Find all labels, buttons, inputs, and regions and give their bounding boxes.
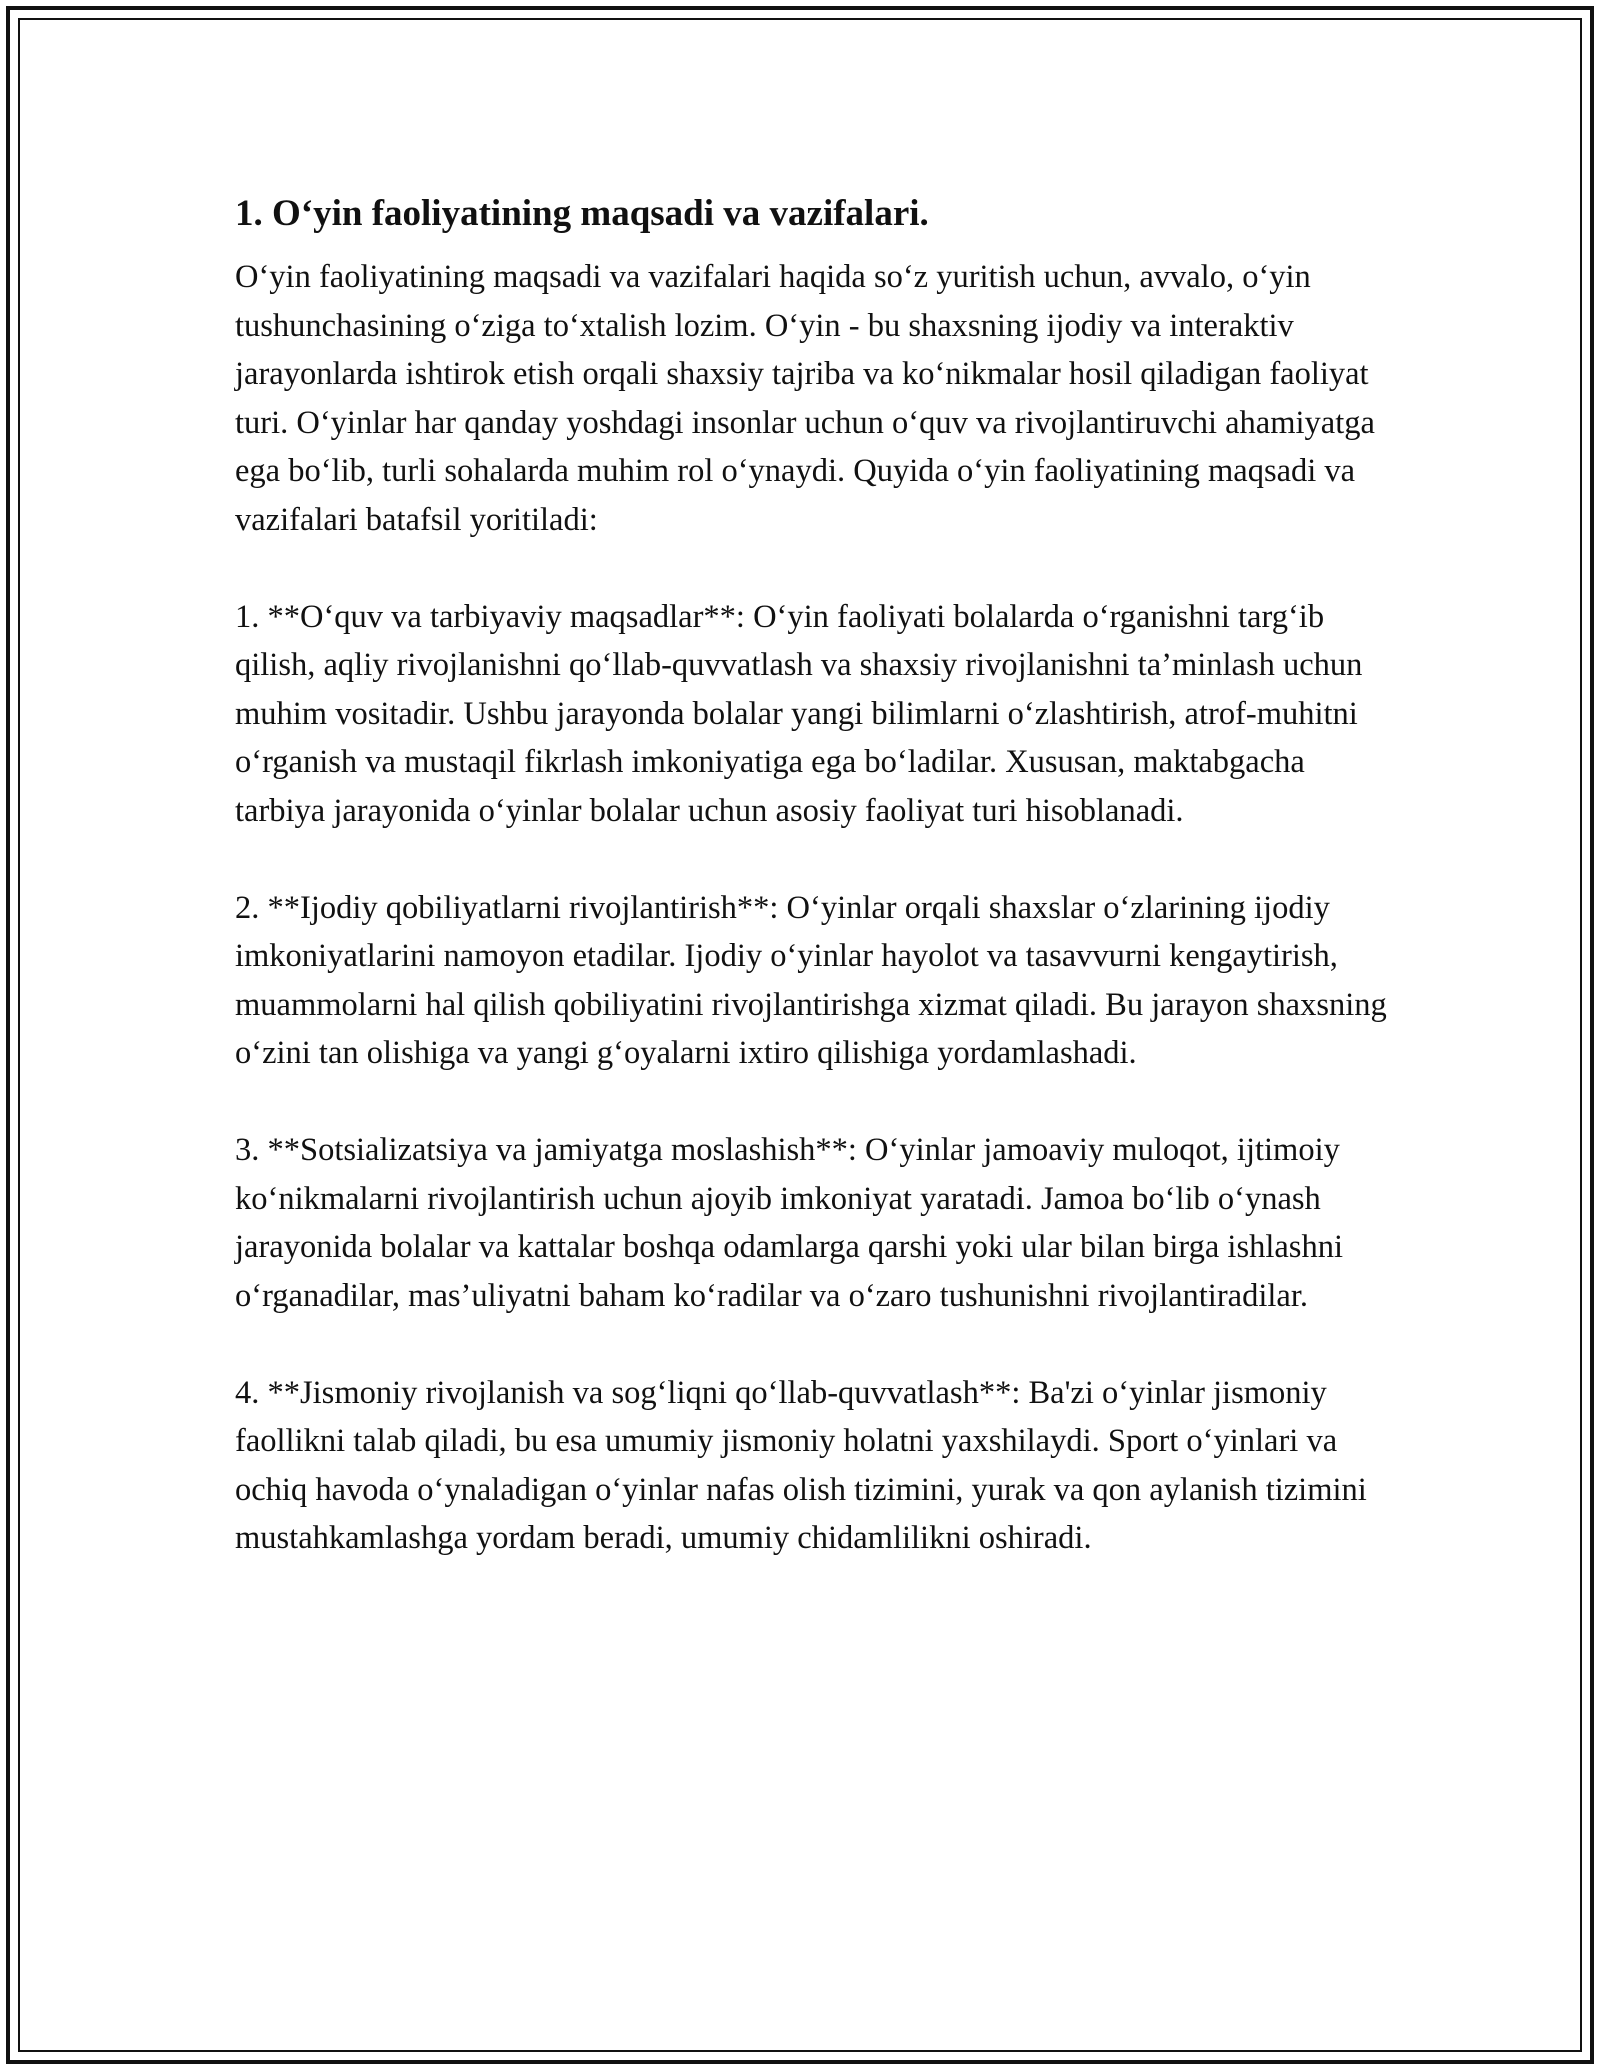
document-body (235, 185, 1395, 1611)
paragraph-educational-goals: 1. **O‘quv va tarbiyaviy maqsadlar**: O‘yin faoliyati bolalarda o‘rganishni targ‘ib qilish, aqliy rivojlanishni qo‘llab-quvvatlash va shaxsiy rivojlanishni ta’minlash uchun muhim vositadir. Ushbu jarayonda bolalar yangi bilimlarni o‘zlashtirish, atrof-muhitni o‘rganish va mustaqil fikrlash imkoniyatiga ega bo‘ladilar. Xususan, maktabgacha tarbiya jarayonida o‘yinlar bolalar uchun asosiy faoliyat turi hisoblanadi. (235, 598, 1363, 829)
paragraph-socialization: 3. **Sotsializatsiya va jamiyatga moslashish**: O‘yinlar jamoaviy muloqot, ijtimoiy ko‘nikmalarni rivojlantirish uchun ajoyib imkoniyat yaratadi. Jamoa bo‘lib o‘ynash jarayonida bolalar va kattalar boshqa odamlarga qarshi yoki ular bilan birga ishlashni o‘rganadilar, mas’uliyatni baham ko‘radilar va o‘zaro tushunishni rivojlantiradilar. (235, 1132, 1343, 1314)
paragraph-physical-development: 4. **Jismoniy rivojlanish va sog‘liqni qo‘llab-quvvatlash**: Ba'zi o‘yinlar jismoniy faollikni talab qiladi, bu esa umumiy jismoniy holatni yaxshilaydi. Sport o‘yinlari va ochiq havoda o‘ynaladigan o‘yinlar nafas olish tizimini, yurak va qon aylanish tizimini mustahkamlashga yordam beradi, umumiy chidamlilikni oshiradi. (235, 1374, 1367, 1556)
paragraph-creative-abilities: 2. **Ijodiy qobiliyatlarni rivojlantirish**: O‘yinlar orqali shaxslar o‘zlarining ijodiy imkoniyatlarini namoyon etadilar. Ijodiy o‘yinlar hayolot va tasavvurni kengaytirish, muammolarni hal qilish qobiliyatini rivojlantirishga xizmat qiladi. Bu jarayon shaxsning o‘zini tan olishiga va yangi g‘oyalarni ixtiro qilishiga yordamlashadi. (235, 889, 1387, 1071)
section-heading: 1. O‘yin faoliyatining maqsadi va vazifalari. (235, 193, 929, 234)
intro-paragraph: O‘yin faoliyatining maqsadi va vazifalari haqida so‘z yuritish uchun, avvalo, o‘yin tushunchasining o‘ziga to‘xtalish lozim. O‘yin - bu shaxsning ijodiy va interaktiv jarayonlarda ishtirok etish orqali shaxsiy tajriba va ko‘nikmalar hosil qiladigan faoliyat turi. O‘yinlar har qanday yoshdagi insonlar uchun o‘quv va rivojlantiruvchi ahamiyatga ega bo‘lib, turli sohalarda muhim rol o‘ynaydi. Quyida o‘yin faoliyatining maqsadi va vazifalari batafsil yoritiladi: (235, 259, 1375, 538)
